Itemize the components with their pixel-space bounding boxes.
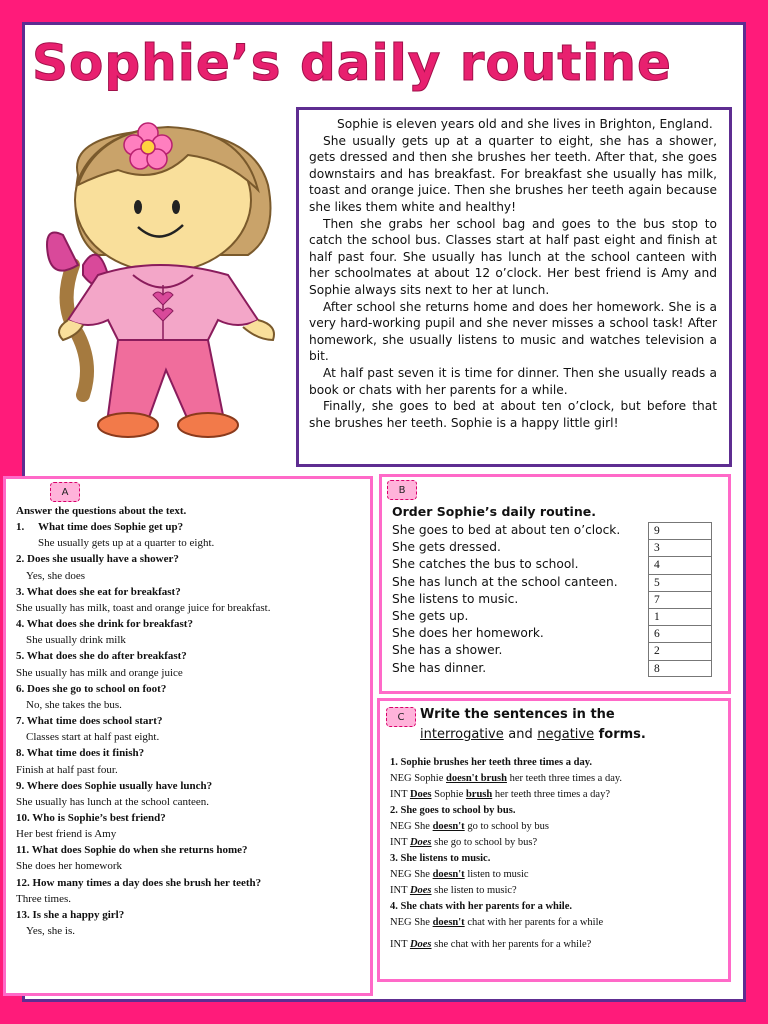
- routine-row: [392, 642, 712, 659]
- section-a-instruction: Answer the questions about the text.: [16, 505, 187, 517]
- int-rest: she go to school by bus?: [431, 837, 538, 848]
- routine-text: She gets dressed.: [392, 540, 501, 555]
- heading-interrogative: interrogative: [420, 727, 504, 742]
- question: [16, 519, 372, 535]
- section-c-tag: C: [386, 707, 416, 727]
- neg-keyword: doesn't brush: [446, 773, 507, 784]
- routine-number[interactable]: 3: [648, 539, 712, 556]
- story-paragraph: Finally, she goes to bed at about ten o’clock, but before that she brushes her teeth. Sophie is a happy little girl!: [309, 399, 717, 430]
- answer: Yes, she is.: [26, 925, 76, 938]
- routine-number[interactable]: 1: [648, 608, 712, 625]
- int-prefix: INT: [390, 837, 410, 848]
- section-a-questions: [16, 503, 372, 939]
- question: 9. Where does Sophie usually have lunch?: [16, 779, 213, 792]
- answer: Yes, she does: [26, 569, 86, 582]
- section-c-heading: [420, 705, 720, 745]
- routine-row: [392, 556, 712, 573]
- routine-row: [392, 574, 712, 591]
- int-keyword: Does: [409, 885, 432, 896]
- int-keyword: brush: [465, 789, 493, 800]
- interrogative-sentence: [390, 835, 730, 851]
- routine-text: She goes to bed at about ten o’clock.: [392, 523, 621, 537]
- routine-number[interactable]: 4: [648, 556, 712, 573]
- int-middle: Sophie: [431, 789, 466, 800]
- routine-number[interactable]: 6: [648, 625, 712, 642]
- negative-sentence: [390, 771, 730, 787]
- question: 11. What does Sophie do when she returns home?: [16, 844, 248, 857]
- answer: She usually drink milk: [26, 634, 126, 647]
- question: 4. What does she drink for breakfast?: [16, 618, 193, 631]
- routine-number[interactable]: 2: [648, 642, 712, 659]
- neg-keyword: doesn't: [432, 917, 465, 928]
- sentence: 1. Sophie brushes her teeth three times a day.: [390, 757, 593, 768]
- section-c-box: [377, 698, 731, 982]
- neg-keyword: doesn't: [432, 869, 465, 880]
- question: 12. How many times a day does she brush her teeth?: [16, 876, 262, 889]
- question-text: What time does Sophie get up?: [38, 521, 184, 534]
- int-keyword: Does: [409, 837, 432, 848]
- answer: She usually gets up at a quarter to eight.: [38, 537, 215, 550]
- heading-and: and: [508, 727, 533, 742]
- routine-row: [392, 539, 712, 556]
- answer: Her best friend is Amy: [16, 828, 117, 841]
- int-prefix: INT: [390, 885, 410, 896]
- answer: Finish at half past four.: [16, 763, 118, 776]
- interrogative-sentence: [390, 937, 730, 953]
- section-b-tag: B: [387, 480, 417, 500]
- routine-row: [392, 660, 712, 677]
- neg-rest: chat with her parents for a while: [464, 917, 604, 928]
- int-keyword: Does: [409, 939, 432, 950]
- answer: She usually has milk and orange juice: [16, 666, 183, 679]
- question: 2. Does she usually have a shower?: [16, 553, 179, 566]
- sentence: 2. She goes to school by bus.: [390, 805, 516, 816]
- section-a-tag: A: [50, 482, 80, 502]
- int-rest: she chat with her parents for a while?: [431, 939, 592, 950]
- neg-prefix: NEG Sophie: [390, 773, 446, 784]
- answer: She does her homework: [16, 860, 123, 873]
- section-b-heading: Order Sophie’s daily routine.: [392, 504, 596, 519]
- int-rest: she listen to music?: [431, 885, 517, 896]
- interrogative-sentence: [390, 787, 730, 803]
- question: 10. Who is Sophie’s best friend?: [16, 811, 166, 824]
- question-number: 1.: [16, 521, 25, 534]
- routine-number[interactable]: 5: [648, 574, 712, 591]
- question: 8. What time does it finish?: [16, 747, 145, 760]
- routine-row: [392, 625, 712, 642]
- neg-rest: listen to music: [464, 869, 529, 880]
- answer: Three times.: [16, 892, 71, 905]
- answer: No, she takes the bus.: [26, 698, 122, 711]
- question: 6. Does she go to school on foot?: [16, 682, 167, 695]
- negative-sentence: [390, 867, 730, 883]
- routine-text: She does her homework.: [392, 626, 544, 641]
- routine-number[interactable]: 8: [648, 660, 712, 677]
- negative-sentence: [390, 915, 730, 931]
- neg-prefix: NEG She: [390, 917, 433, 928]
- neg-rest: her teeth three times a day.: [506, 773, 623, 784]
- page-title: Sophie’s daily routine: [32, 34, 672, 92]
- section-a-box: [3, 476, 373, 996]
- sentence: 3. She listens to music.: [390, 853, 491, 864]
- answer: She usually has lunch at the school canteen.: [16, 795, 210, 808]
- story-paragraph: After school she returns home and does her homework. She is a very hard-working pupil and she never misses a school task! After homework, she usually listens to music and watches television a bit.: [309, 299, 717, 364]
- question: 5. What does she do after breakfast?: [16, 650, 187, 663]
- negative-sentence: [390, 819, 730, 835]
- routine-row: [392, 522, 712, 539]
- question: 7. What time does school start?: [16, 715, 163, 728]
- int-keyword: Does: [409, 789, 432, 800]
- routine-text: She gets up.: [392, 608, 469, 623]
- routine-text: She has lunch at the school canteen.: [392, 574, 618, 589]
- answer: She usually has milk, toast and orange juice for breakfast.: [16, 601, 271, 614]
- sentence: 4. She chats with her parents for a while.: [390, 901, 573, 912]
- neg-rest: go to school by bus: [464, 821, 549, 832]
- story-text-box: [296, 107, 732, 467]
- routine-row: [392, 608, 712, 625]
- neg-prefix: NEG She: [390, 869, 433, 880]
- girl-illustration: [38, 115, 288, 460]
- routine-text: She listens to music.: [392, 591, 519, 606]
- story-paragraph: Then she grabs her school bag and goes to the bus stop to catch the school bus. Classes start at half past eight and finish at half past four. She usually has lunch at the school canteen with her schoolmates at about 12 o’clock. Her best friend is Amy and Sophie always sits next to her at lunch.: [309, 216, 717, 297]
- question: 13. Is she a happy girl?: [16, 908, 125, 921]
- section-c-sentences: [390, 755, 730, 953]
- interrogative-sentence: [390, 883, 730, 899]
- neg-prefix: NEG She: [390, 821, 433, 832]
- answer: Classes start at half past eight.: [26, 731, 160, 744]
- int-rest: her teeth three times a day?: [492, 789, 610, 800]
- routine-text: She has a shower.: [392, 643, 503, 658]
- section-b-box: [379, 474, 731, 694]
- section-c-heading-line1: Write the sentences in the: [420, 707, 615, 722]
- routine-number[interactable]: 9: [648, 522, 712, 539]
- heading-forms: forms.: [598, 727, 646, 742]
- routine-text: She catches the bus to school.: [392, 557, 579, 572]
- routine-text: She has dinner.: [392, 660, 487, 675]
- routine-row: [392, 591, 712, 608]
- question: 3. What does she eat for breakfast?: [16, 585, 181, 598]
- heading-negative: negative: [537, 727, 595, 742]
- int-prefix: INT: [390, 789, 410, 800]
- routine-number[interactable]: 7: [648, 591, 712, 608]
- story-paragraph: At half past seven it is time for dinner. Then she usually reads a book or chats with her parents for a while.: [309, 365, 717, 397]
- neg-keyword: doesn't: [432, 821, 465, 832]
- int-prefix: INT: [390, 939, 410, 950]
- story-paragraph: She usually gets up at a quarter to eight, she has a shower, gets dressed and then she brushes her teeth. After that, she goes downstairs and has breakfast. For breakfast she usually has milk, toast and orange juice. Then she brushes her teeth again because she likes them white and healthy!: [309, 133, 717, 214]
- section-c-heading-line2: [420, 725, 720, 745]
- story-paragraph: Sophie is eleven years old and she lives in Brighton, England.: [337, 117, 713, 131]
- routine-order-table: [392, 522, 712, 677]
